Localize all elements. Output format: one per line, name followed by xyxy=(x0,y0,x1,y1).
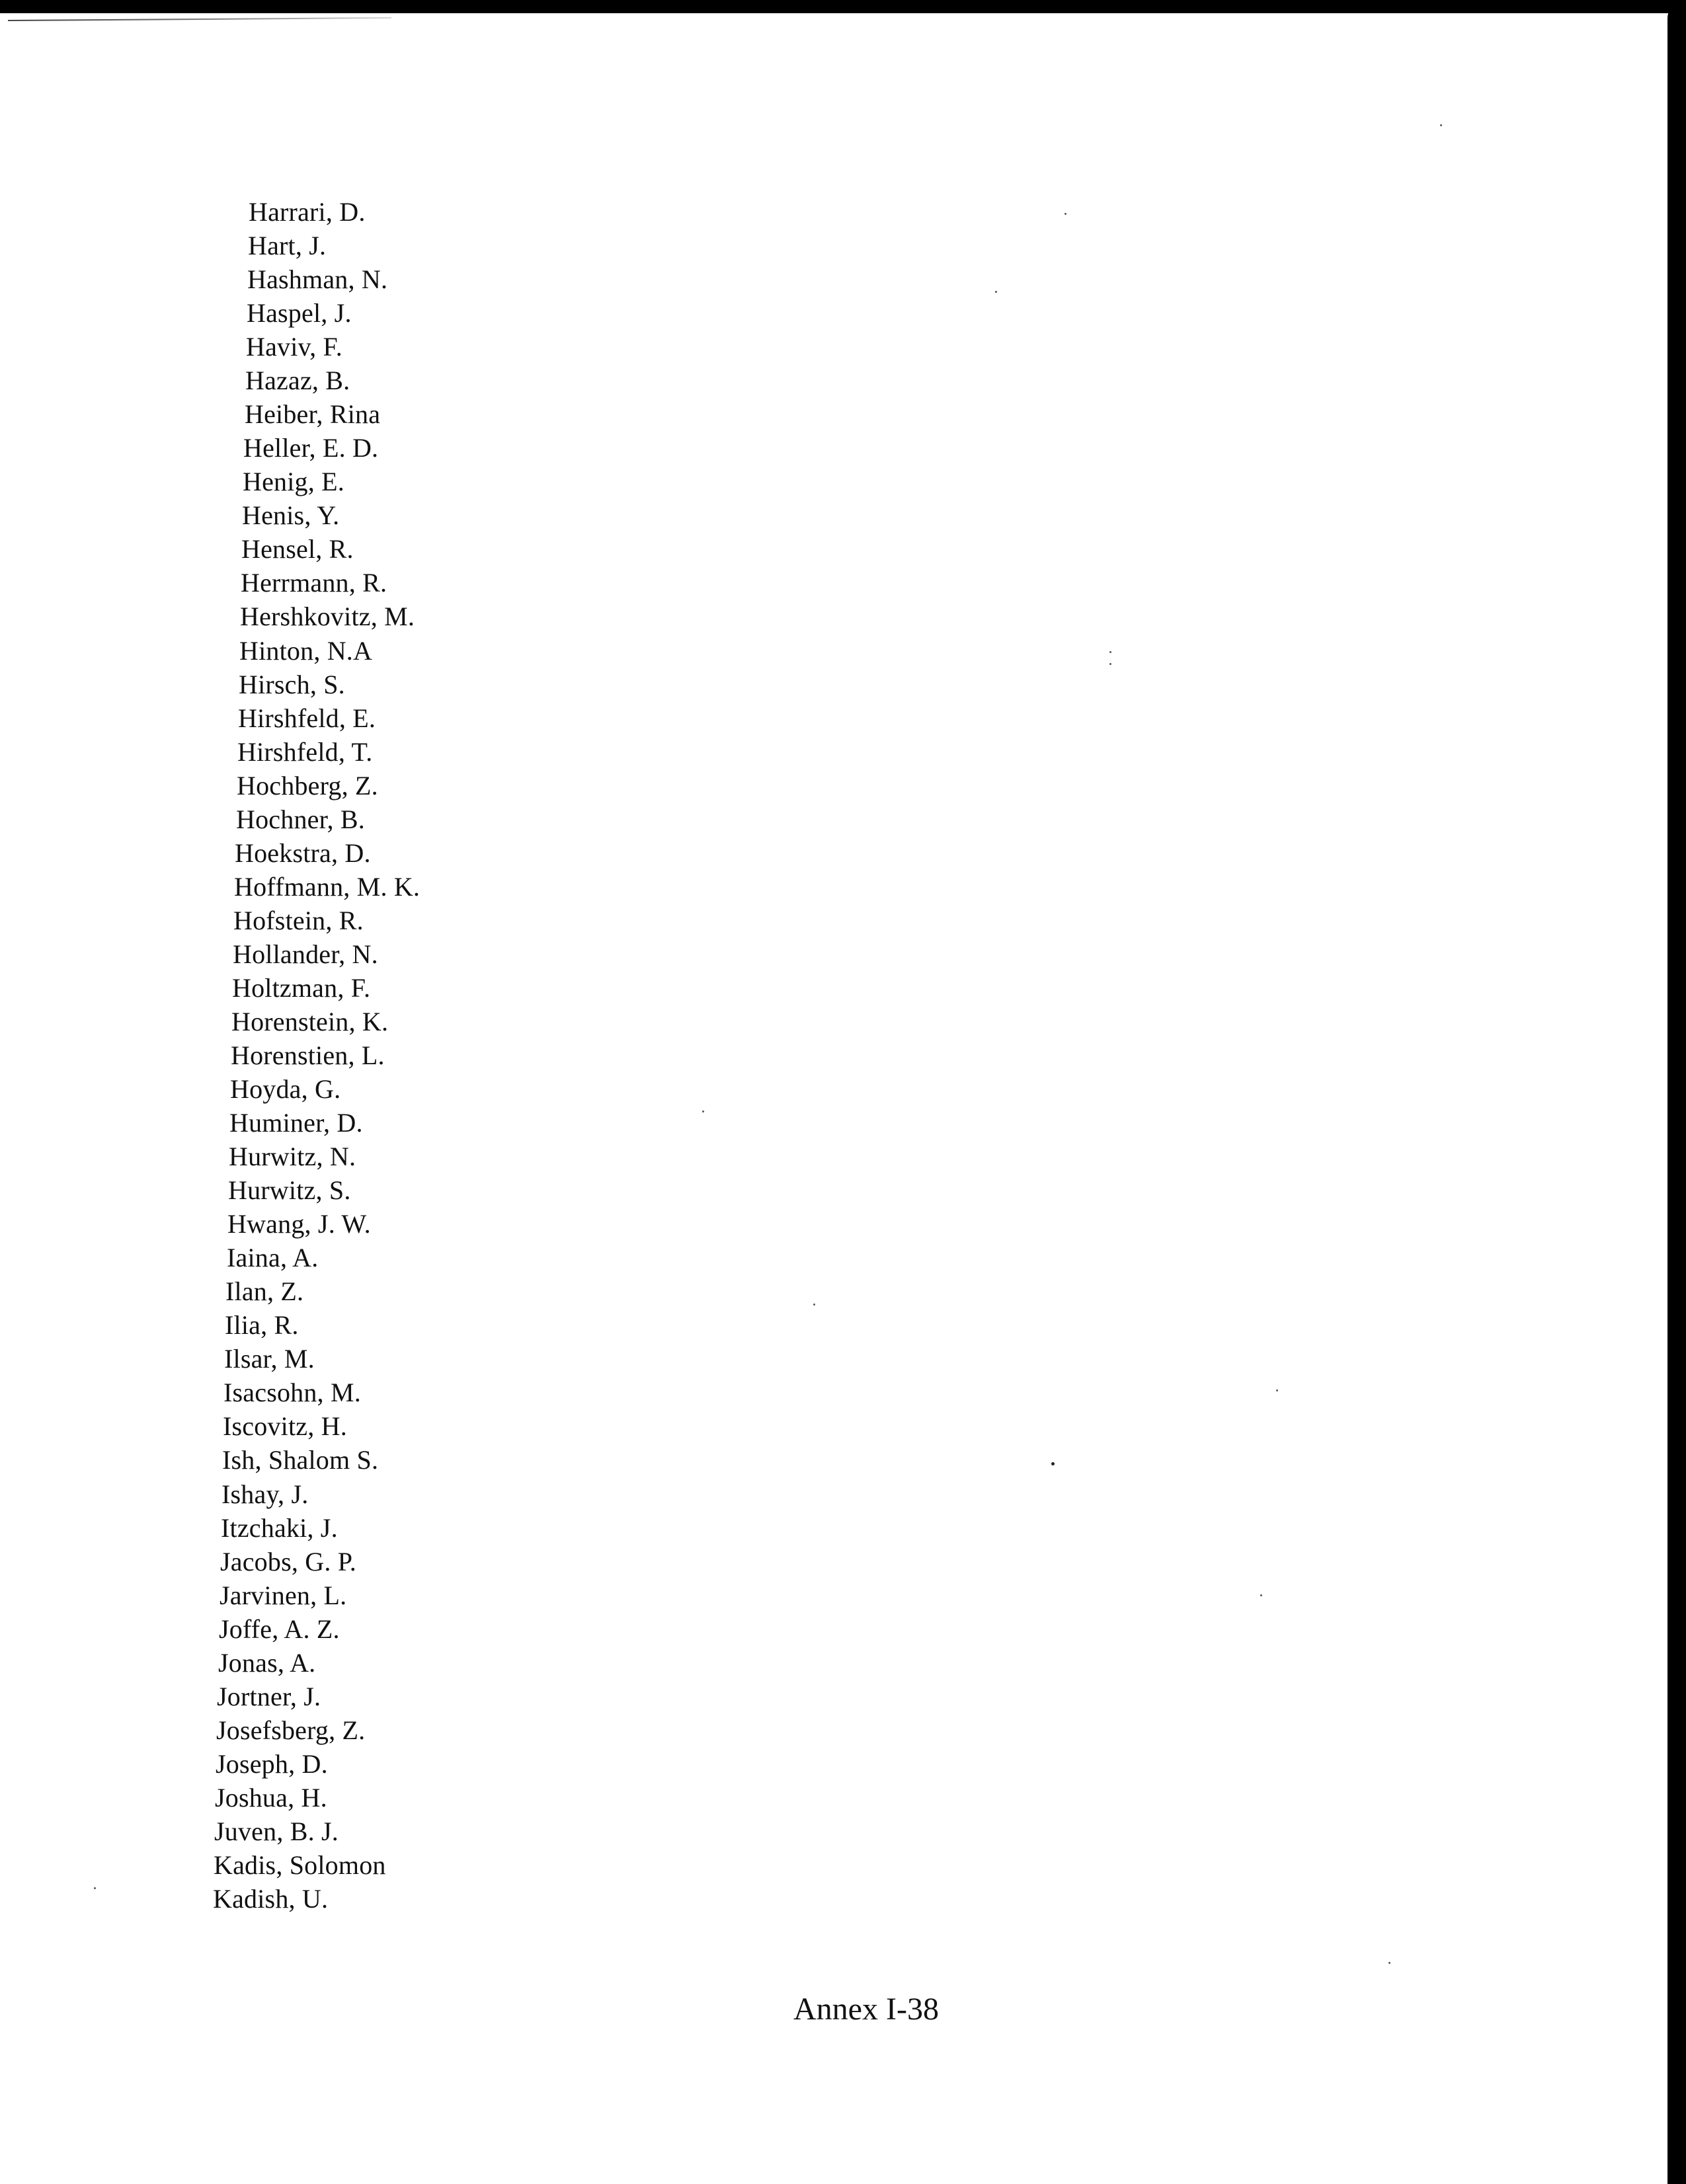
name-entry: Hochner, B. xyxy=(236,804,365,834)
name-entry: Haspel, J. xyxy=(247,298,352,328)
page-number: Annex I-38 xyxy=(793,1992,939,2027)
name-entry: Hinton, N.A xyxy=(239,636,373,666)
name-entry: Harrari, D. xyxy=(249,197,366,227)
scan-speck xyxy=(813,1304,815,1306)
name-entry: Kadish, U. xyxy=(213,1884,329,1914)
name-entry: Hazaz, B. xyxy=(245,366,350,395)
name-entry: Josefsberg, Z. xyxy=(216,1715,366,1745)
name-entry: Hirsch, S. xyxy=(239,670,345,699)
name-entry: Ilan, Z. xyxy=(225,1276,304,1306)
name-entry: Holtzman, F. xyxy=(232,973,371,1003)
name-entry: Ishay, J. xyxy=(221,1479,309,1509)
name-entry: Hart, J. xyxy=(248,231,327,260)
name-entry: Hofstein, R. xyxy=(233,906,364,935)
name-entry: Hochberg, Z. xyxy=(237,771,378,800)
scan-speck xyxy=(995,291,997,293)
name-entry: Joseph, D. xyxy=(216,1749,328,1779)
name-entry: Kadis, Solomon xyxy=(214,1850,386,1880)
name-entry: Hurwitz, S. xyxy=(228,1175,351,1205)
name-entry: Hershkovitz, M. xyxy=(240,602,415,631)
scan-speck xyxy=(1051,1462,1055,1465)
name-entry: Joffe, A. Z. xyxy=(219,1614,340,1644)
name-entry: Jonas, A. xyxy=(218,1648,316,1678)
name-entry: Ish, Shalom S. xyxy=(222,1445,379,1475)
scan-speck xyxy=(1388,1962,1390,1964)
name-entry: Henig, E. xyxy=(243,467,344,496)
name-entry: Hoyda, G. xyxy=(230,1074,341,1104)
scan-speck xyxy=(1064,213,1066,215)
scan-speck xyxy=(1260,1594,1262,1596)
name-entry: Haviv, F. xyxy=(246,332,342,362)
scan-speck xyxy=(1276,1389,1278,1391)
name-entry: Jortner, J. xyxy=(217,1682,321,1711)
name-entry: Heller, E. D. xyxy=(243,433,379,463)
name-entry: Iaina, A. xyxy=(227,1243,319,1272)
name-entry: Jacobs, G. P. xyxy=(220,1547,356,1577)
name-entry: Hoffmann, M. K. xyxy=(234,872,421,902)
name-entry: Jarvinen, L. xyxy=(220,1580,347,1610)
name-entry: Huminer, D. xyxy=(229,1108,363,1138)
name-entry: Herrmann, R. xyxy=(241,568,387,598)
scan-speck xyxy=(1109,663,1111,665)
name-entry: Hwang, J. W. xyxy=(227,1209,371,1239)
name-entry: Horenstien, L. xyxy=(231,1040,385,1070)
name-entry: Isacsohn, M. xyxy=(223,1378,361,1407)
name-entry: Ilsar, M. xyxy=(224,1344,315,1374)
scan-speck xyxy=(1440,124,1442,126)
name-entry: Joshua, H. xyxy=(215,1783,327,1813)
name-entry: Hensel, R. xyxy=(241,534,354,564)
name-entry: Hollander, N. xyxy=(233,939,378,969)
name-entry: Heiber, Rina xyxy=(245,399,381,429)
name-entry: Hoekstra, D. xyxy=(235,838,371,868)
scan-speck xyxy=(94,1887,96,1889)
name-entry: Iscovitz, H. xyxy=(223,1411,347,1441)
name-entry: Henis, Y. xyxy=(242,500,340,530)
scan-speck xyxy=(702,1111,704,1112)
scan-speck xyxy=(1109,651,1111,653)
name-entry: Horenstein, K. xyxy=(231,1007,389,1036)
name-entry: Hurwitz, N. xyxy=(229,1142,356,1171)
scan-border-top xyxy=(0,0,1686,13)
name-entry: Hirshfeld, T. xyxy=(237,737,373,767)
name-entry: Hirshfeld, E. xyxy=(238,703,376,733)
name-entry: Itzchaki, J. xyxy=(221,1513,338,1543)
name-entry: Ilia, R. xyxy=(225,1310,299,1340)
scan-border-right xyxy=(1667,0,1686,2184)
name-entry: Juven, B. J. xyxy=(214,1816,339,1846)
scan-artifact-line xyxy=(8,17,391,21)
name-entry: Hashman, N. xyxy=(247,264,388,294)
